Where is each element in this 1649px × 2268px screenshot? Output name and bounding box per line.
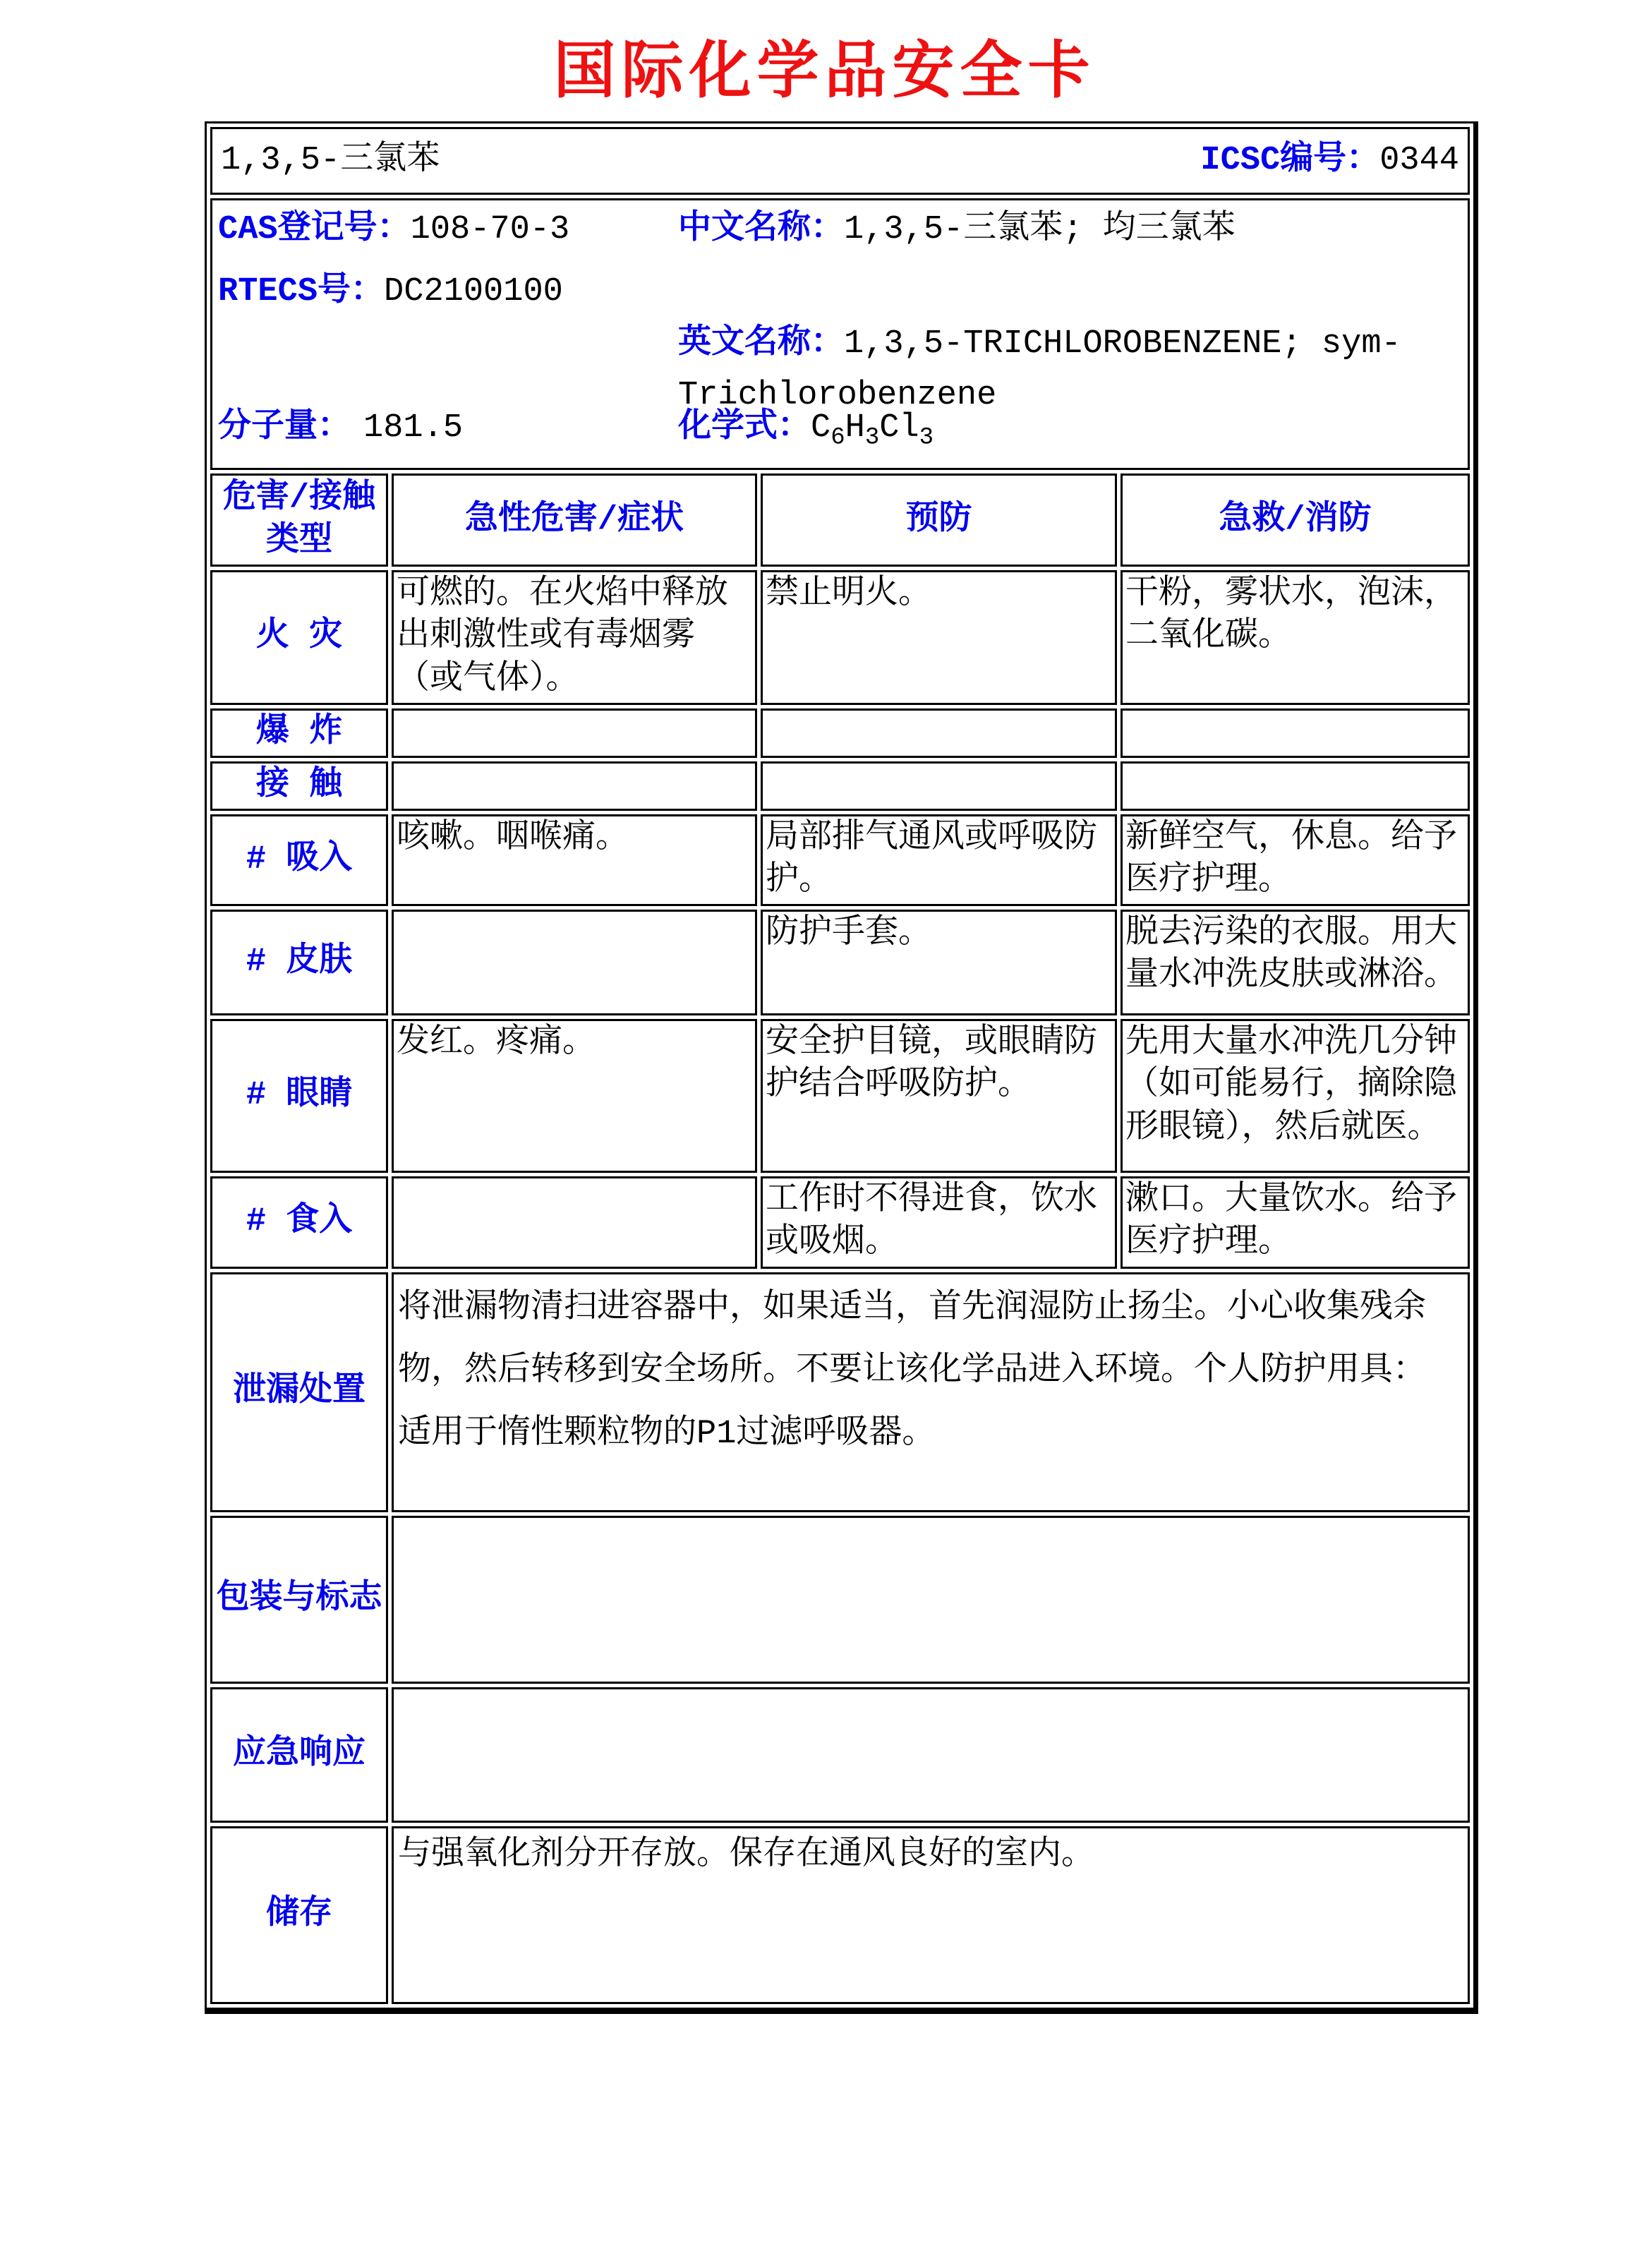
storage-label: 储存 (210, 1826, 388, 2004)
identifiers-row (210, 198, 1470, 470)
name-row (210, 127, 1470, 195)
chemical-name: 1,3,5-三氯苯 (221, 141, 440, 179)
explosion-row (210, 708, 1470, 758)
explosion-symptoms-cell (392, 708, 757, 758)
inhalation-row (210, 814, 1470, 906)
molecular-weight-value: 181.5 (363, 409, 464, 447)
hazard-header-row (210, 473, 1470, 567)
spill-disposal-row (210, 1272, 1470, 1512)
emergency-response-label: 应急响应 (210, 1687, 388, 1823)
packaging-labeling-row (210, 1516, 1470, 1684)
ingestion-row (210, 1176, 1470, 1268)
eyes-symptoms-cell: 发红。疼痛。 (392, 1019, 757, 1173)
explosion-prevention-cell (761, 708, 1117, 758)
storage-row (210, 1826, 1470, 2004)
inhalation-symptoms-cell: 咳嗽。咽喉痛。 (392, 814, 757, 906)
eyes-row (210, 1019, 1470, 1173)
icsc-number-label: ICSC编号： (1200, 141, 1380, 179)
inhalation-first-aid-cell: 新鲜空气，休息。给予医疗护理。 (1121, 814, 1470, 906)
fire-row-label: 火 灾 (210, 570, 388, 704)
ingestion-symptoms-cell (392, 1176, 757, 1268)
english-name (678, 319, 1459, 422)
cas-number-label: CAS登记号： (218, 211, 411, 248)
emergency-response-row (210, 1687, 1470, 1823)
header-first-aid: 急救/消防 (1121, 473, 1470, 567)
contact-symptoms-cell (392, 761, 757, 811)
icsc-number-value: 0344 (1379, 141, 1460, 179)
contact-row (210, 761, 1470, 811)
contact-first-aid-cell (1121, 761, 1470, 811)
chinese-name-value: 1,3,5-三氯苯; 均三氯苯 (844, 211, 1236, 248)
rtecs-number (218, 271, 563, 313)
skin-row-label: # 皮肤 (210, 910, 388, 1015)
header-acute-symptoms: 急性危害/症状 (392, 473, 757, 567)
chinese-name-label: 中文名称： (678, 211, 844, 248)
name-cell (210, 127, 1470, 195)
identifiers-cell (210, 198, 1470, 470)
eyes-row-label: # 眼睛 (210, 1019, 388, 1173)
ingestion-row-label: # 食入 (210, 1176, 388, 1268)
inhalation-row-label: # 吸入 (210, 814, 388, 906)
contact-prevention-cell (761, 761, 1117, 811)
chemical-formula (678, 407, 934, 450)
explosion-first-aid-cell (1121, 708, 1470, 758)
spill-disposal-content: 将泄漏物清扫进容器中，如果适当，首先润湿防止扬尘。小心收集残余物，然后转移到安全场所。不要让该化学品进入环境。个人防护用具：适用于惰性颗粒物的P1过滤呼吸器。 (392, 1272, 1470, 1512)
contact-row-label: 接 触 (210, 761, 388, 811)
chemical-formula-value: $C_6H_3Cl_3$ (811, 409, 934, 452)
skin-symptoms-cell (392, 910, 757, 1015)
packaging-labeling-label: 包装与标志 (210, 1516, 388, 1684)
fire-prevention-cell: 禁止明火。 (761, 570, 1117, 704)
rtecs-number-value: DC2100100 (384, 273, 563, 310)
ingestion-first-aid-cell: 漱口。大量饮水。给予医疗护理。 (1121, 1176, 1470, 1268)
fire-row (210, 570, 1470, 704)
molecular-weight (218, 407, 463, 450)
explosion-row-label: 爆 炸 (210, 708, 388, 758)
molecular-weight-label: 分子量： (218, 409, 351, 447)
english-name-label: 英文名称： (678, 325, 844, 363)
ingestion-prevention-cell: 工作时不得进食，饮水或吸烟。 (761, 1176, 1117, 1268)
skin-prevention-cell: 防护手套。 (761, 910, 1117, 1015)
chinese-name (678, 209, 1236, 251)
rtecs-number-label: RTECS号： (218, 273, 385, 310)
emergency-response-content (392, 1687, 1470, 1823)
storage-content: 与强氧化剂分开存放。保存在通风良好的室内。 (392, 1826, 1470, 2004)
eyes-first-aid-cell: 先用大量水冲洗几分钟（如可能易行，摘除隐形眼镜），然后就医。 (1121, 1019, 1470, 1173)
cas-number-value: 108-70-3 (410, 211, 570, 248)
fire-first-aid-cell: 干粉，雾状水，泡沫，二氧化碳。 (1121, 570, 1470, 704)
skin-row (210, 910, 1470, 1015)
packaging-labeling-content (392, 1516, 1470, 1684)
inhalation-prevention-cell: 局部排气通风或呼吸防护。 (761, 814, 1117, 906)
icsc-number (1200, 140, 1459, 182)
eyes-prevention-cell: 安全护目镜，或眼睛防护结合呼吸防护。 (761, 1019, 1117, 1173)
header-prevention: 预防 (761, 473, 1117, 567)
fire-symptoms-cell: 可燃的。在火焰中释放出刺激性或有毒烟雾（或气体）。 (392, 570, 757, 704)
page-title: 国际化学品安全卡 (553, 37, 1096, 106)
skin-first-aid-cell: 脱去污染的衣服。用大量水冲洗皮肤或淋浴。 (1121, 910, 1470, 1015)
english-name-value: 1,3,5-TRICHLOROBENZENE; sym-Trichlorobenzene (678, 325, 1401, 414)
header-hazard-type: 危害/接触 类型 (210, 473, 388, 567)
cas-number (218, 209, 569, 251)
spill-disposal-label: 泄漏处置 (210, 1272, 388, 1512)
icsc-card-table (205, 121, 1478, 2014)
chemical-formula-label: 化学式： (678, 409, 811, 447)
